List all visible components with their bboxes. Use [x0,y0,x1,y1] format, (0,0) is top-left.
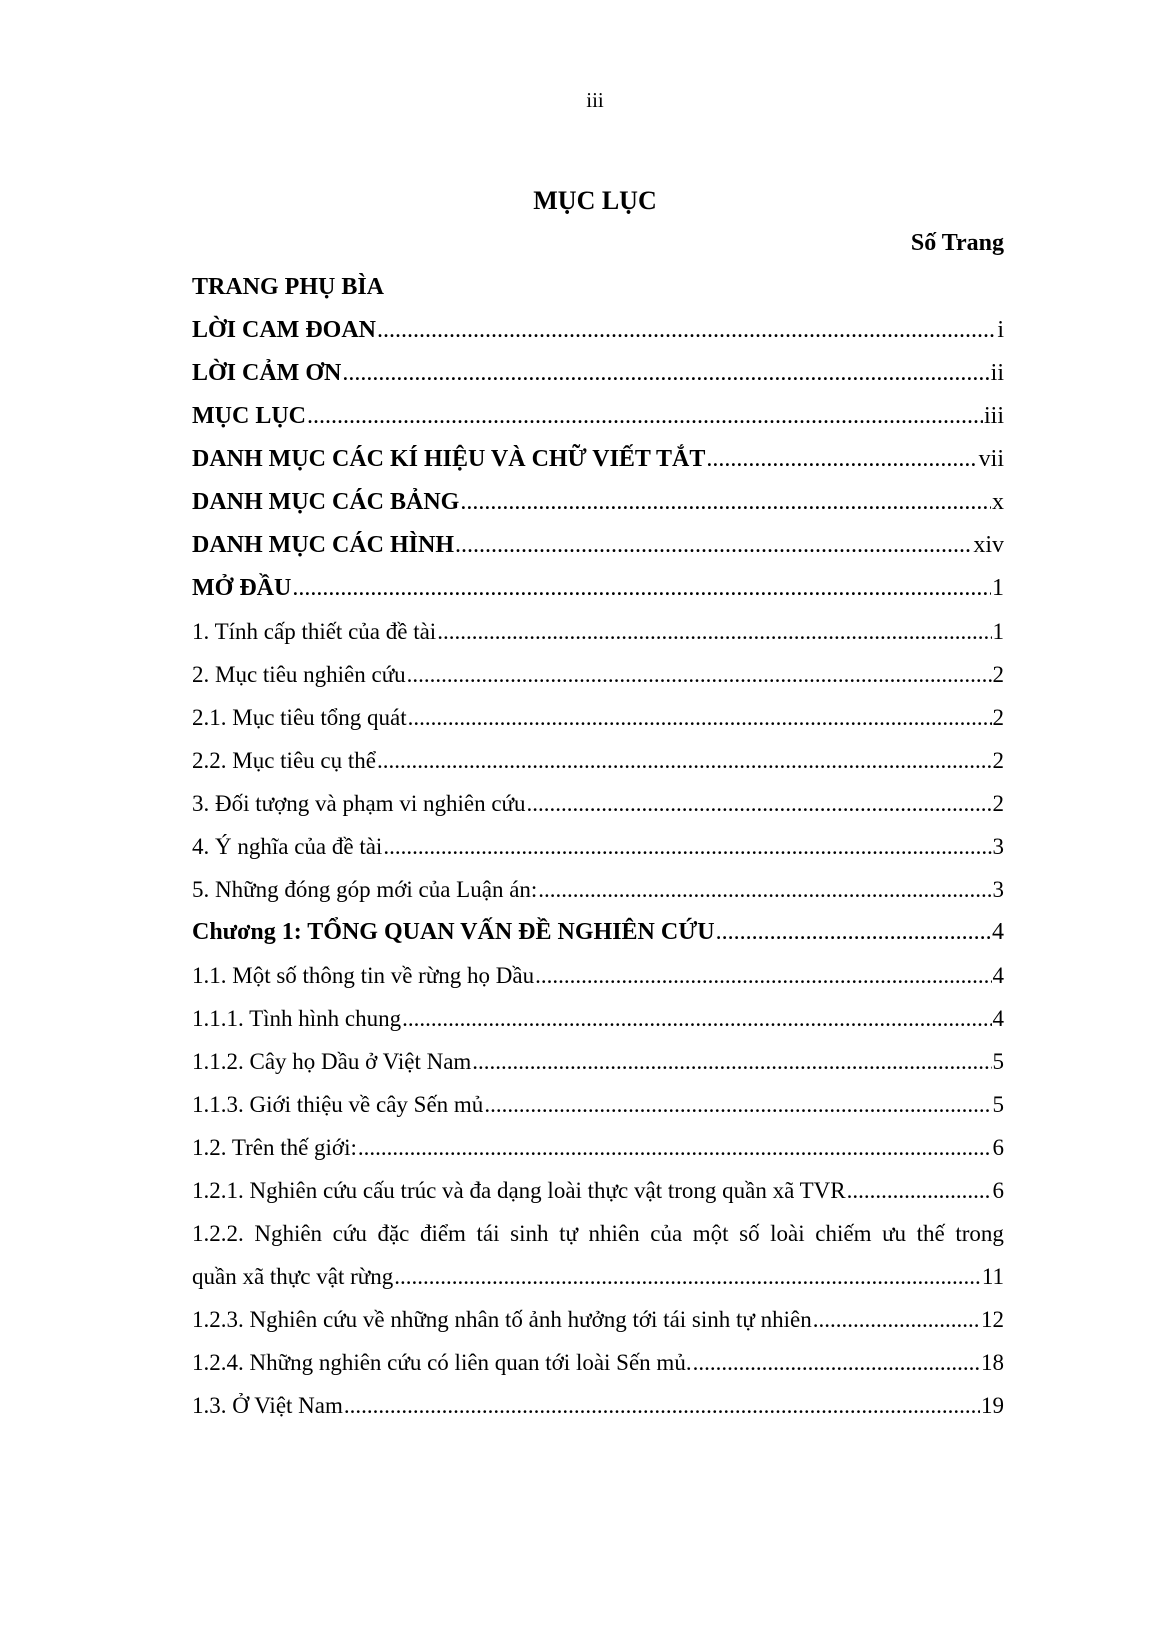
toc-word: điểm [419,1221,466,1246]
toc-entry-label: 2.2. Mục tiêu cụ thể [192,748,376,773]
toc-entry-page: x [992,489,1004,515]
page-number: iii [586,88,604,112]
toc-entry[interactable] [192,954,1004,997]
toc-entry-label [192,1212,1004,1255]
toc-word: sinh [510,1221,549,1246]
toc-word: trong [955,1221,1004,1246]
toc-entry-page: 1 [992,619,1004,644]
dot-leader [358,1126,992,1169]
toc-entry-label: DANH MỤC CÁC BẢNG [192,489,460,515]
toc-entry-page: xiv [973,532,1004,558]
dot-leader [377,309,996,352]
toc-entry-page: iii [983,403,1004,429]
toc-word: nhiên [588,1221,640,1246]
dot-leader [484,1083,991,1126]
toc-entry-label: 1.1.2. Cây họ Dầu ở Việt Nam [192,1049,472,1074]
toc-word: thế [916,1221,945,1246]
toc-entry-page: 2 [992,705,1004,730]
toc-entry-label: Chương 1: TỔNG QUAN VẤN ĐỀ NGHIÊN CỨU [192,919,715,945]
dot-leader [342,352,989,395]
toc-entry-label: quần xã thực vật rừng [192,1264,394,1289]
toc-entry-label: 1.2. Trên thế giới: [192,1135,357,1160]
toc-word: cứu [332,1221,367,1246]
toc-entry-page: ii [990,360,1004,386]
toc-entry-page: 6 [992,1135,1004,1160]
toc-entry[interactable] [192,825,1004,868]
toc-entry-page: 2 [992,748,1004,773]
toc-entry[interactable] [192,653,1004,696]
dot-leader [535,954,991,997]
dot-leader [813,1298,980,1341]
dot-leader [706,438,977,481]
toc-entry-label: 1.2.1. Nghiên cứu cấu trúc và đa dạng loài thực vật trong quần xã TVR [192,1178,846,1203]
toc-entry[interactable] [192,1040,1004,1083]
dot-leader [437,610,991,653]
toc-entry[interactable] [192,395,1004,438]
toc-entry[interactable] [192,1083,1004,1126]
dot-leader [407,653,992,696]
toc-entry[interactable] [192,309,1004,352]
toc-word: tái [476,1221,500,1246]
toc-entry[interactable] [192,1384,1004,1427]
toc-word: loài [770,1221,805,1246]
toc-entry-page: 5 [992,1049,1004,1074]
toc-entry[interactable] [192,567,1004,610]
dot-leader [383,825,991,868]
toc-entry-label: 1.3. Ở Việt Nam [192,1393,343,1418]
toc-entry-page: 2 [992,662,1004,687]
toc-entry-page: 5 [992,1092,1004,1117]
toc-entry-label: 5. Những đóng góp mới của Luận án: [192,877,538,902]
page-column-header: Số Trang [910,230,1004,256]
toc-entry[interactable] [192,1169,1004,1212]
toc-entry-page: 3 [992,834,1004,859]
toc-entry-label: MỞ ĐẦU [192,575,292,601]
dot-leader [292,567,991,610]
toc-entry-label: LỜI CAM ĐOAN [192,317,376,343]
toc-entry-page: 3 [992,877,1004,902]
toc-entry[interactable] [192,524,1004,567]
toc-entry[interactable] [192,266,1004,309]
toc-entry-page: 4 [992,1006,1004,1031]
dot-leader [402,997,991,1040]
toc-entry-label: DANH MỤC CÁC KÍ HIỆU VÀ CHỮ VIẾT TẮT [192,446,706,472]
dot-leader [716,911,991,954]
toc-word: đặc [377,1221,410,1246]
toc-entry-page: 18 [981,1350,1004,1375]
dot-leader [460,481,991,524]
toc-word: số [739,1221,760,1246]
toc-word: một [692,1221,729,1246]
dot-leader [344,1384,980,1427]
toc-entry-page: 2 [992,791,1004,816]
toc-entry-page: 1 [992,575,1004,601]
toc-entry[interactable] [192,610,1004,653]
toc-entry-page: vii [978,446,1004,472]
toc-entry[interactable] [192,1341,1004,1384]
table-of-contents [192,266,1004,1427]
dot-leader [394,1255,981,1298]
toc-entry-label: 4. Ý nghĩa của đề tài [192,834,383,859]
dot-leader [847,1169,992,1212]
dot-leader [455,524,972,567]
toc-entry[interactable] [192,1255,1004,1298]
toc-word: Nghiên [254,1221,323,1246]
toc-entry-page: 4 [992,963,1004,988]
toc-word: tự [559,1221,578,1246]
toc-word: chiếm [815,1221,872,1246]
page-title: MỤC LỤC [533,186,657,215]
toc-entry-label: 3. Đối tượng và phạm vi nghiên cứu [192,791,526,816]
toc-entry-page: 4 [992,919,1004,945]
dot-leader [527,782,992,825]
toc-entry-page: 12 [981,1307,1004,1332]
toc-entry[interactable] [192,1298,1004,1341]
toc-entry-page: 19 [981,1393,1004,1418]
toc-word: ưu [882,1221,907,1246]
toc-entry[interactable] [192,868,1004,911]
dot-leader [472,1040,991,1083]
toc-entry-label: 2.1. Mục tiêu tổng quát [192,705,407,730]
toc-entry-label: 1. Tính cấp thiết của đề tài [192,619,437,644]
dot-leader [693,1341,980,1384]
toc-entry-page: i [997,317,1004,343]
toc-entry[interactable] [192,696,1004,739]
toc-entry[interactable] [192,438,1004,481]
toc-entry-label: 1.1.1. Tình hình chung [192,1006,402,1031]
toc-entry-label: TRANG PHỤ BÌA [192,274,385,300]
toc-entry[interactable] [192,782,1004,825]
toc-entry-label: 2. Mục tiêu nghiên cứu [192,662,406,687]
toc-entry-label: LỜI CẢM ƠN [192,360,342,386]
toc-entry[interactable] [192,352,1004,395]
dot-leader [377,739,992,782]
toc-entry-label: 1.1.3. Giới thiệu về cây Sến mủ [192,1092,484,1117]
dot-leader [307,395,983,438]
toc-entry[interactable] [192,997,1004,1040]
toc-entry[interactable] [192,739,1004,782]
toc-entry-label: MỤC LỤC [192,403,306,429]
toc-word: của [650,1221,683,1246]
toc-entry-page: 6 [992,1178,1004,1203]
toc-entry-page: 11 [981,1264,1004,1289]
dot-leader [538,868,991,911]
dot-leader [408,696,992,739]
toc-entry[interactable] [192,481,1004,524]
toc-entry-label: DANH MỤC CÁC HÌNH [192,532,454,558]
toc-entry-label: 1.1. Một số thông tin về rừng họ Dầu [192,963,535,988]
toc-entry[interactable] [192,911,1004,954]
toc-entry-label: 1.2.4. Những nghiên cứu có liên quan tới loài Sến mủ. [192,1350,692,1375]
toc-entry-label: 1.2.3. Nghiên cứu về những nhân tố ảnh hưởng tới tái sinh tự nhiên [192,1307,812,1332]
toc-entry[interactable] [192,1126,1004,1169]
toc-entry-continued-line[interactable] [192,1212,1004,1255]
toc-word: 1.2.2. [192,1221,244,1246]
